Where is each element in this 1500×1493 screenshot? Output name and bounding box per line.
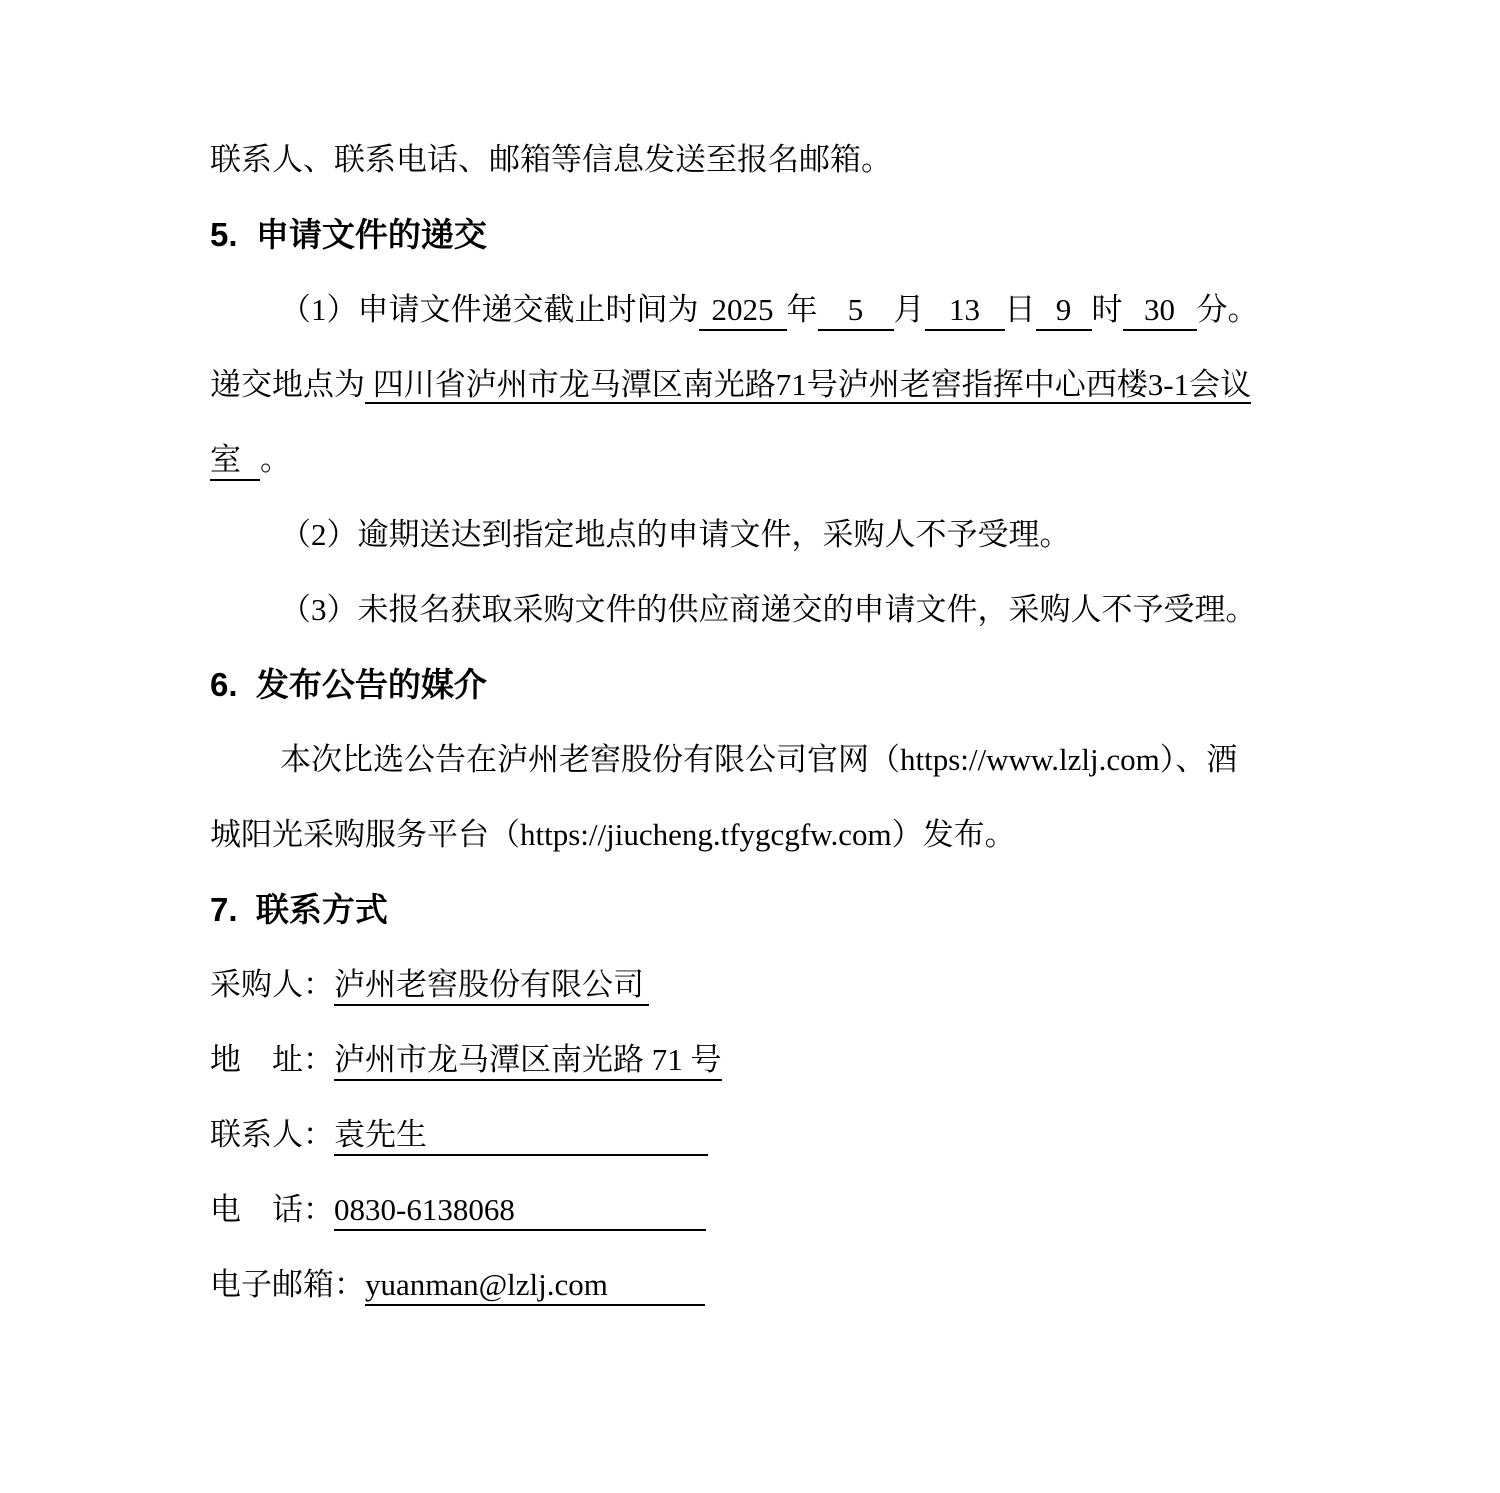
para-5-3-unregistered-supplier	[210, 572, 1285, 647]
heading-5-application-submission	[210, 197, 1285, 272]
para-5-1-submission-place-line1-text-0: 递交地点为	[210, 367, 365, 402]
para-5-1-deadline-text-6: 日	[1004, 292, 1036, 327]
deadline-hour-value: 9	[1036, 291, 1092, 331]
para-contact-person	[210, 1097, 1285, 1172]
deadline-month-value: 5	[818, 291, 894, 331]
para-phone-text-0: 电 话：	[210, 1192, 334, 1227]
para-email-text-0: 电子邮箱：	[210, 1267, 365, 1302]
para-contact-person-text-0: 联系人：	[210, 1117, 334, 1152]
para-5-2-late-delivery-text-0: （2）逾期送达到指定地点的申请文件，采购人不予受理。	[280, 517, 1071, 552]
para-5-2-late-delivery	[210, 497, 1285, 572]
document-text-block	[210, 122, 1285, 1322]
para-5-3-unregistered-supplier-text-0: （3）未报名获取采购文件的供应商递交的申请文件，采购人不予受理。	[280, 592, 1257, 627]
heading-6-announcement-media-text-0: 6. 发布公告的媒介	[210, 666, 487, 703]
para-5-1-deadline	[210, 272, 1285, 347]
deadline-day-value: 13	[925, 291, 1005, 331]
contact-person-value: 袁先生	[334, 1116, 708, 1156]
para-registration-email-note	[210, 122, 1285, 197]
submission-place-value-line1: 四川省泸州市龙马潭区南光路71号泸州老窖指挥中心西楼3-1会议	[365, 367, 1252, 402]
para-6-media-line1-text-0: 本次比选公告在泸州老窖股份有限公司官网（https://www.lzlj.com）、酒	[280, 742, 1238, 777]
para-6-media-line2-text-0: 城阳光采购服务平台（https://jiucheng.tfygcgfw.com）发布。	[210, 817, 1016, 852]
para-5-1-submission-place-line2-text-1: 。	[260, 442, 291, 477]
email-value: yuanman@lzlj.com	[365, 1266, 705, 1306]
para-5-1-deadline-text-10: 分。	[1196, 292, 1259, 327]
para-5-1-deadline-text-4: 月	[893, 292, 925, 327]
purchaser-name-value: 泸州老窖股份有限公司	[334, 966, 649, 1006]
deadline-minute-value: 30	[1123, 291, 1197, 331]
para-phone	[210, 1172, 1285, 1247]
para-5-1-deadline-text-2: 年	[786, 292, 818, 327]
para-5-1-deadline-text-0: （1）申请文件递交截止时间为	[280, 292, 699, 327]
para-6-media-line1	[210, 722, 1285, 797]
submission-place-value-line2: 室	[210, 441, 260, 481]
heading-7-contact-info	[210, 872, 1285, 947]
para-5-1-submission-place-line1	[210, 347, 1285, 422]
deadline-year-value: 2025	[699, 291, 787, 331]
para-address-text-0: 地 址：	[210, 1042, 334, 1077]
para-5-1-deadline-text-8: 时	[1091, 292, 1123, 327]
para-address	[210, 1022, 1285, 1097]
heading-7-contact-info-text-0: 7. 联系方式	[210, 891, 388, 928]
para-purchaser-text-0: 采购人：	[210, 967, 334, 1002]
address-value: 泸州市龙马潭区南光路 71 号	[334, 1041, 722, 1081]
phone-value: 0830-6138068	[334, 1191, 706, 1231]
para-registration-email-note-text-0: 联系人、联系电话、邮箱等信息发送至报名邮箱。	[210, 142, 892, 177]
para-email	[210, 1247, 1285, 1322]
heading-6-announcement-media	[210, 647, 1285, 722]
para-5-1-submission-place-line2	[210, 422, 1285, 497]
heading-5-application-submission-text-0: 5. 申请文件的递交	[210, 216, 487, 253]
para-purchaser	[210, 947, 1285, 1022]
para-6-media-line2	[210, 797, 1285, 872]
